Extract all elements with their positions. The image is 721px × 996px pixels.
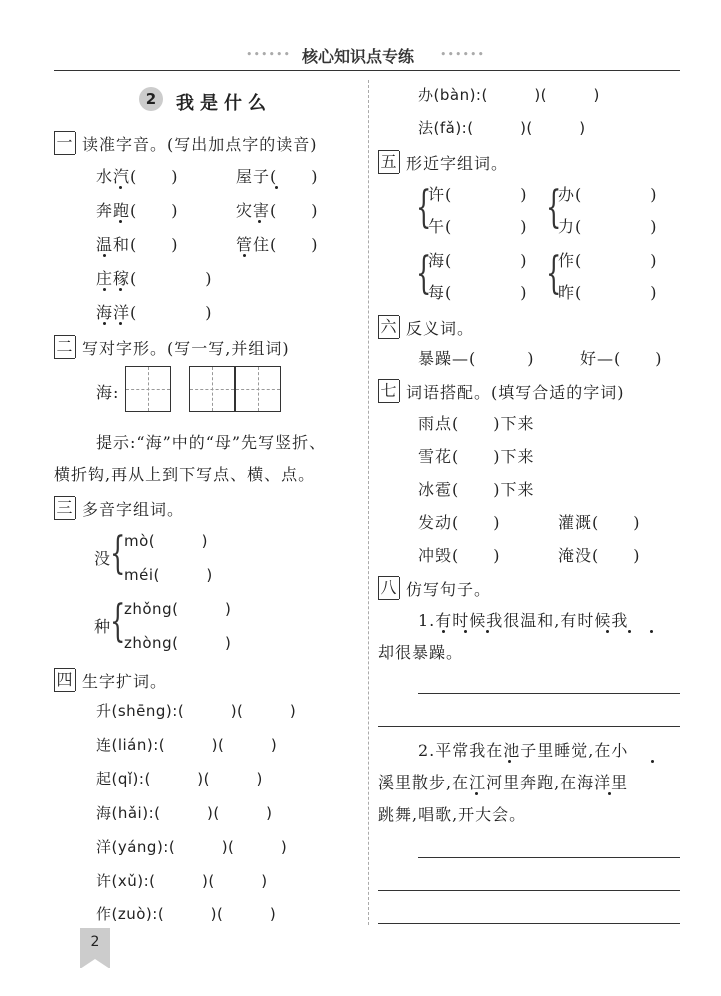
answer-line[interactable]: [418, 857, 680, 858]
section-7-heading: [378, 379, 625, 403]
column-divider: [368, 80, 369, 925]
pinyin-item-6: 管住( ): [236, 235, 319, 254]
emphasis-dot: [608, 792, 611, 795]
emphasis-dot: [243, 254, 246, 257]
brace: {: [416, 182, 432, 233]
similar-4b: 昨( ): [558, 283, 658, 302]
section-5-heading: [378, 150, 508, 174]
collocation-3: 冰雹( )下来: [418, 480, 535, 499]
writing-grid-2[interactable]: [189, 366, 235, 412]
section-8-heading: [378, 576, 491, 600]
section-number: 四: [54, 668, 75, 692]
pinyin-item-5: 温和( ): [96, 235, 179, 254]
emphasis-dot: [442, 630, 445, 633]
lesson-title: 我是什么: [176, 93, 272, 114]
polyphone-1a: mò( ): [124, 532, 208, 550]
expand-item-9: 法(fǎ):( )( ): [418, 119, 586, 137]
brace: {: [546, 182, 562, 233]
collocation-7: 淹没( ): [558, 546, 641, 565]
expand-item-4: 海(hǎi):( )( ): [96, 804, 273, 822]
emphasis-dot: [464, 630, 467, 633]
sentence-2-line-2: 溪里散步,在江河里奔跑,在海洋里: [378, 773, 629, 792]
pinyin-item-2: 屋子( ): [236, 167, 319, 186]
expand-item-5: 洋(yáng):( )( ): [96, 838, 288, 856]
polyphone-char-1: 没: [94, 549, 112, 568]
section-number: 八: [378, 576, 399, 600]
lesson-number: 2: [139, 87, 163, 111]
section-title: 反义词。: [406, 318, 475, 338]
brace: {: [546, 248, 562, 299]
stroke-hint-line-1: 提示:“海”中的“母”先写竖折、: [96, 433, 327, 452]
emphasis-dot: [103, 322, 106, 325]
sentence-1-line-1: 1.有时候我很温和,有时候我: [418, 611, 629, 630]
section-2-heading: [54, 335, 290, 359]
answer-line[interactable]: [418, 693, 680, 694]
answer-line[interactable]: [378, 890, 680, 891]
collocation-4: 发动( ): [418, 513, 501, 532]
section-4-heading: [54, 668, 167, 692]
brace: {: [416, 248, 432, 299]
pinyin-item-1: 水汽( ): [96, 167, 179, 186]
header-dots-left: ••••••: [246, 48, 291, 61]
similar-3a: 海( ): [428, 251, 528, 270]
writing-grid-1[interactable]: [125, 366, 171, 412]
collocation-2: 雪花( )下来: [418, 447, 535, 466]
section-3-heading: [54, 496, 184, 520]
antonym-1: 暴躁—( ): [418, 349, 535, 368]
emphasis-dot: [486, 630, 489, 633]
section-number: 五: [378, 150, 399, 174]
page-header-title: 核心知识点专练: [302, 47, 415, 66]
polyphone-char-2: 种: [94, 617, 112, 636]
writing-char-label: 海:: [96, 383, 120, 402]
section-title: 形近字组词。: [406, 153, 509, 173]
collocation-6: 冲毁( ): [418, 546, 501, 565]
section-number: 三: [54, 496, 75, 520]
section-title: 写对字形。(写一写,并组词): [82, 338, 290, 358]
polyphone-1b: méi( ): [124, 566, 213, 584]
writing-grid-3[interactable]: [235, 366, 281, 412]
section-title: 读准字音。(写出加点字的读音): [82, 134, 318, 154]
emphasis-dot: [475, 792, 478, 795]
answer-line[interactable]: [378, 923, 680, 924]
section-6-heading: [378, 315, 474, 339]
emphasis-dot: [103, 288, 106, 291]
brace: {: [110, 596, 126, 647]
emphasis-dot: [103, 254, 106, 257]
section-1-heading: [54, 131, 318, 155]
similar-2b: 力( ): [558, 217, 658, 236]
expand-item-3: 起(qǐ):( )( ): [96, 770, 263, 788]
section-number: 六: [378, 315, 399, 339]
stroke-hint-line-2: 横折钩,再从上到下写点、横、点。: [54, 465, 316, 484]
antonym-2: 好—( ): [580, 349, 663, 368]
section-title: 生字扩词。: [82, 671, 168, 691]
similar-2a: 办( ): [558, 185, 658, 204]
emphasis-dot: [650, 630, 653, 633]
collocation-1: 雨点( )下来: [418, 414, 535, 433]
pinyin-item-3: 奔跑( ): [96, 201, 179, 220]
similar-4a: 作( ): [558, 251, 658, 270]
expand-item-7: 作(zuò):( )( ): [96, 905, 277, 923]
emphasis-dot: [119, 220, 122, 223]
sentence-2-line-1: 2.平常我在池子里睡觉,在小: [418, 741, 629, 760]
emphasis-dot: [275, 186, 278, 189]
similar-1a: 许( ): [428, 185, 528, 204]
polyphone-2a: zhǒng( ): [124, 600, 232, 618]
sentence-1-line-2: 却很暴躁。: [378, 643, 464, 662]
section-number: 二: [54, 335, 75, 359]
polyphone-2b: zhòng( ): [124, 634, 232, 652]
header-dots-right: ••••••: [440, 48, 485, 61]
page-number: 2: [90, 934, 100, 950]
expand-item-8: 办(bàn):( )( ): [418, 86, 600, 104]
emphasis-dot: [508, 760, 511, 763]
similar-1b: 午( ): [428, 217, 528, 236]
section-title: 多音字组词。: [82, 499, 185, 519]
brace: {: [110, 528, 126, 579]
similar-3b: 每( ): [428, 283, 528, 302]
emphasis-dot: [119, 186, 122, 189]
section-title: 词语搭配。(填写合适的字词): [406, 382, 625, 402]
emphasis-dot: [119, 322, 122, 325]
pinyin-item-4: 灾害( ): [236, 201, 319, 220]
emphasis-dot: [258, 220, 261, 223]
section-title: 仿写句子。: [406, 579, 492, 599]
sentence-2-line-3: 跳舞,唱歌,开大会。: [378, 805, 527, 824]
expand-item-1: 升(shēng):( )( ): [96, 702, 297, 720]
emphasis-dot: [651, 760, 654, 763]
section-number: 一: [54, 131, 75, 155]
emphasis-dot: [119, 288, 122, 291]
collocation-5: 灌溉( ): [558, 513, 641, 532]
emphasis-dot: [606, 630, 609, 633]
emphasis-dot: [628, 630, 631, 633]
expand-item-2: 连(lián):( )( ): [96, 736, 278, 754]
section-number: 七: [378, 379, 399, 403]
pinyin-item-7: 庄稼( ): [96, 269, 213, 288]
expand-item-6: 许(xǔ):( )( ): [96, 872, 268, 890]
header-rule: [54, 70, 680, 71]
pinyin-item-8: 海洋( ): [96, 303, 213, 322]
answer-line[interactable]: [378, 726, 680, 727]
